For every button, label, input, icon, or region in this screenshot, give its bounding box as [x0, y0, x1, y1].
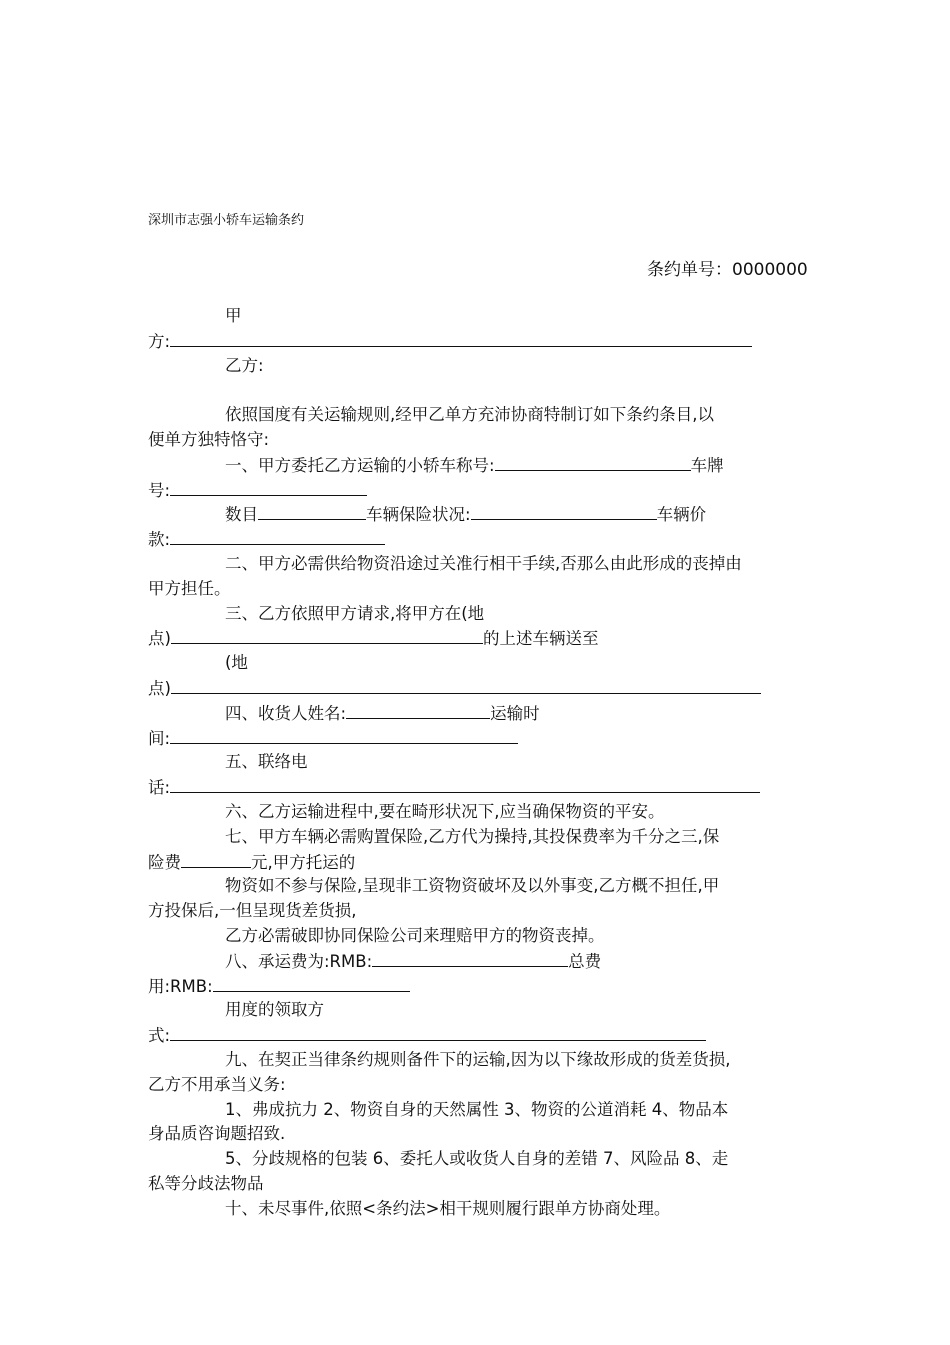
clause-9-line-1: 九、在契正当律条约规则备件下的运输,因为以下缘故形成的货差货损, [225, 1049, 731, 1069]
clause-10: 十、未尽事件,依照<条约法>相干规则履行跟单方协商处理。 [225, 1198, 671, 1218]
clause-9-line-3: 1、弗成抗力 2、物资自身的天然属性 3、物资的公道消耗 4、物品本 [225, 1099, 729, 1119]
party-a-line: 方: [148, 329, 798, 354]
transport-time-blank[interactable] [170, 726, 518, 744]
quantity-blank[interactable] [258, 502, 366, 520]
clause-1-line-3: 数目 车辆保险状况: 车辆价 [148, 502, 798, 527]
party-a-blank[interactable] [170, 329, 752, 347]
clause-9-line-2: 乙方不用承当义务: [148, 1074, 286, 1094]
clause-8-line-2: 用:RMB: [148, 974, 798, 999]
preamble-line-2: 便单方独特恪守: [148, 429, 270, 449]
document-title: 深圳市志强小轿车运输条约 [148, 213, 305, 228]
premium-blank[interactable] [181, 850, 251, 868]
preamble-line-1: 依照国度有关运输规则,经甲乙单方充沛协商特制订如下条约条目,以 [225, 405, 714, 425]
clause-1-line-1: 一、甲方委托乙方运输的小轿车称号: 车牌 [148, 453, 798, 478]
total-fee-blank[interactable] [213, 974, 410, 992]
clause-6: 六、乙方运输进程中,要在畸形状况下,应当确保物资的平安。 [225, 801, 665, 821]
clause-7-line-1: 七、甲方车辆必需购置保险,乙方代为操持,其投保费率为千分之三,保 [225, 826, 720, 846]
freight-fee-blank[interactable] [372, 949, 568, 967]
party-b-line: 乙方: [225, 355, 264, 375]
phone-blank[interactable] [170, 775, 760, 793]
car-name-blank[interactable] [495, 453, 691, 471]
vehicle-price-blank[interactable] [170, 527, 385, 545]
clause-7-line-2: 险费 元,甲方托运的 [148, 850, 798, 875]
contract-number: 条约单号：0000000 [647, 260, 808, 280]
clause-1-line-2: 号: [148, 478, 798, 503]
clause-4-line-1: 四、收货人姓名: 运输时 [148, 701, 798, 726]
clause-7-line-5: 乙方必需破即协同保险公司来理赔甲方的物资丧掉。 [225, 925, 605, 945]
clause-5-line-1: 五、联络电 [225, 752, 308, 772]
clause-3-line-3: (地 [225, 653, 248, 673]
clause-2-line-2: 甲方担任。 [148, 578, 231, 598]
clause-9-line-6: 私等分歧法物品 [148, 1173, 264, 1193]
party-a-label: 甲 [225, 306, 242, 325]
clause-7-line-3: 物资如不参与保险,呈现非工资物资破坏及以外事变,乙方概不担任,甲 [225, 876, 720, 896]
clause-1-line-4: 款: [148, 527, 798, 552]
clause-3-line-1: 三、乙方依照甲方请求,将甲方在(地 [225, 603, 485, 623]
clause-9-line-5: 5、分歧规格的包装 6、委托人或收货人自身的差错 7、风险品 8、走 [225, 1149, 729, 1169]
plate-number-blank[interactable] [170, 478, 367, 496]
clause-9-line-4: 身品质咨询题招致. [148, 1124, 286, 1144]
destination-place-blank[interactable] [171, 676, 761, 694]
clause-8-line-3: 用度的领取方 [225, 1000, 324, 1020]
clause-8-line-1: 八、承运费为:RMB: 总费 [148, 949, 798, 974]
clause-2-line-1: 二、甲方必需供给物资沿途过关准行相干手续,否那么由此形成的丧掉由 [225, 553, 742, 573]
clause-3-line-2: 点) 的上述车辆送至 [148, 626, 798, 651]
insurance-status-blank[interactable] [471, 502, 657, 520]
origin-place-blank[interactable] [171, 626, 483, 644]
clause-7-line-4: 方投保后,一但呈现货差货损, [148, 901, 357, 921]
clause-5-line-2: 话: [148, 775, 798, 800]
clause-3-line-4: 点) [148, 676, 798, 701]
payment-method-blank[interactable] [170, 1023, 706, 1041]
clause-8-line-4: 式: [148, 1023, 798, 1048]
contract-body [148, 304, 798, 1221]
consignee-name-blank[interactable] [346, 701, 490, 719]
clause-4-line-2: 间: [148, 726, 798, 751]
